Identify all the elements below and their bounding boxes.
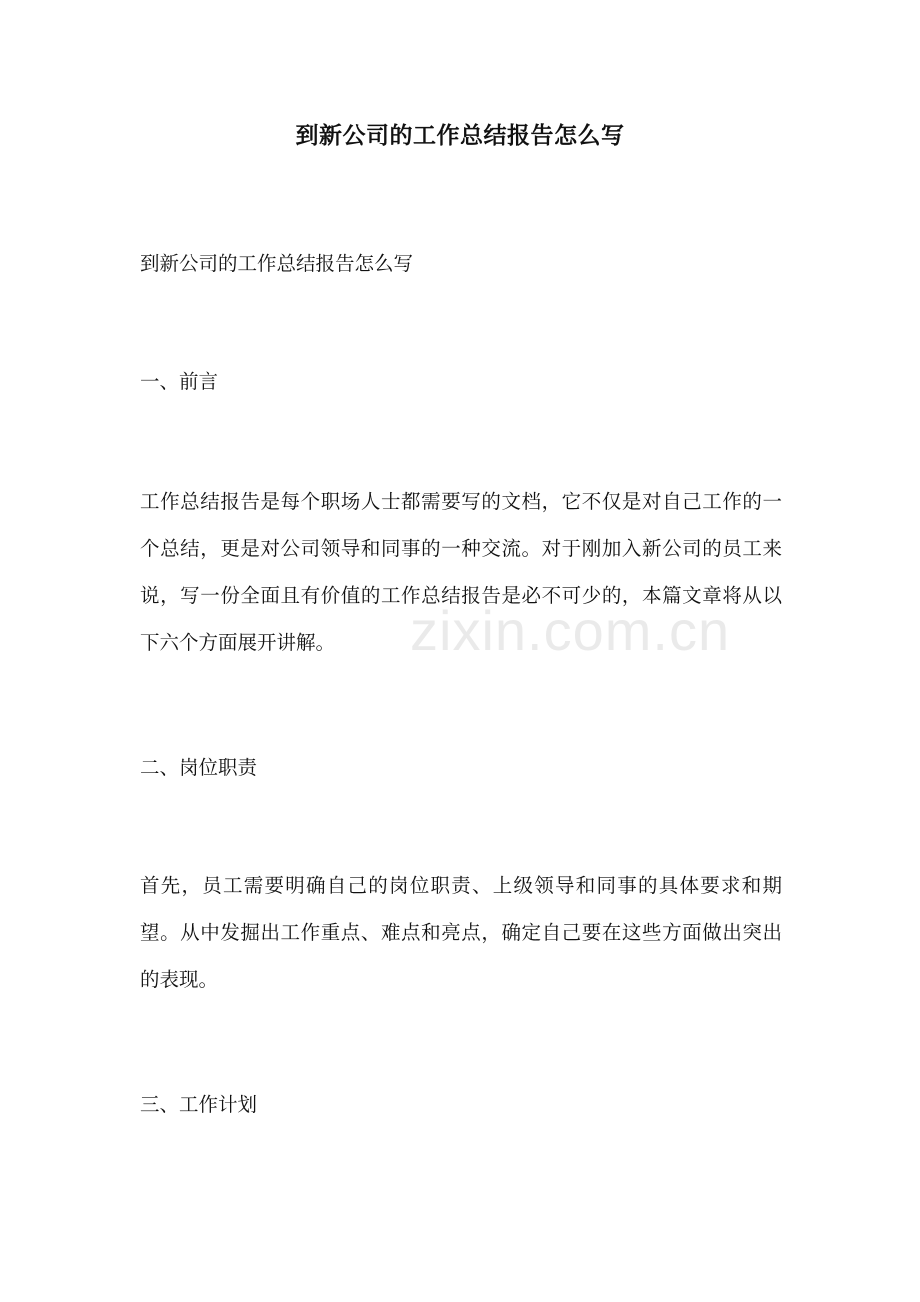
- section-body-job-duties: 首先，员工需要明确自己的岗位职责、上级领导和同事的具体要求和期望。从中发掘出工作重点、难点和亮点，确定自己要在这些方面做出突出的表现。: [140, 874, 782, 991]
- document-title: 到新公司的工作总结报告怎么写: [295, 122, 625, 149]
- section-body-foreword: 工作总结报告是每个职场人士都需要写的文档，它不仅是对自己工作的一个总结，更是对公司领导和同事的一种交流。对于刚加入新公司的员工来说，写一份全面且有价值的工作总结报告是必不可少的，本篇文章将从以下六个方面展开讲解。: [140, 490, 782, 654]
- section-heading-job-duties: 二、岗位职责: [140, 756, 258, 779]
- section-heading-work-plan: 三、工作计划: [140, 1093, 258, 1116]
- watermark: zixin.com.cn: [410, 599, 731, 662]
- document-subtitle: 到新公司的工作总结报告怎么写: [140, 252, 414, 275]
- section-heading-foreword: 一、前言: [140, 370, 219, 393]
